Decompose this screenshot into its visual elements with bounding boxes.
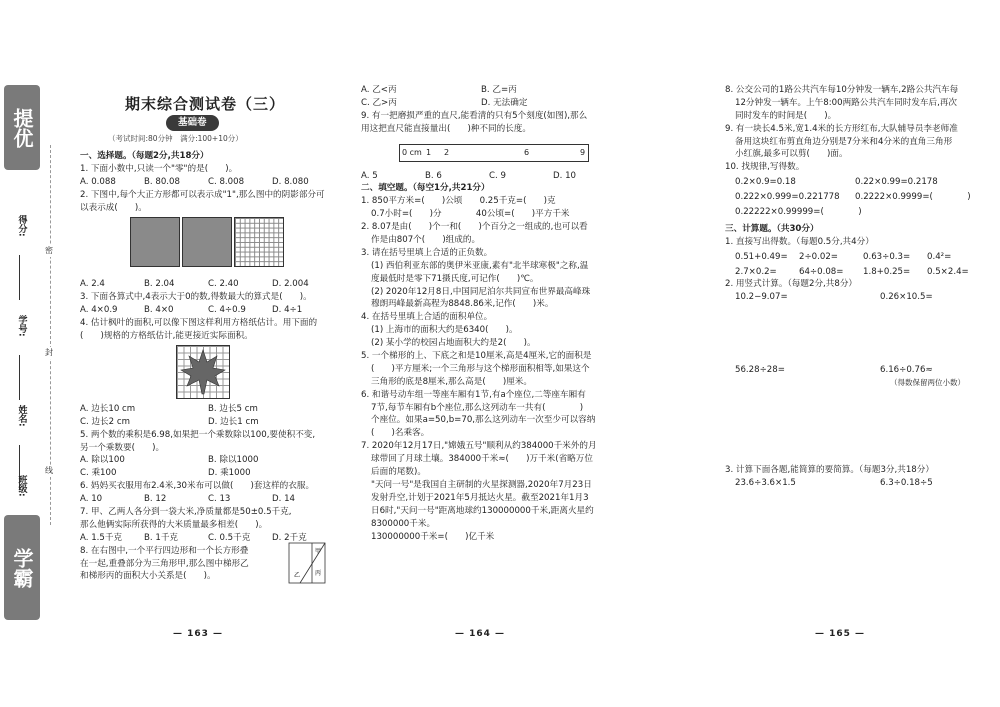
field-class-label: 班级:: [16, 475, 27, 497]
f10-text: 10. 找规律,写得数。: [725, 162, 805, 173]
field-class: [14, 475, 26, 502]
q2-text-2: 以表示成( )。: [80, 202, 147, 213]
q2-options: [80, 278, 330, 291]
f10-eq-4: 0.2222×0.9999=( ): [855, 192, 971, 203]
c2-eq-1: 10.2−9.07=: [735, 292, 788, 303]
f10-eq-2: 0.22×0.99=0.2178: [855, 177, 938, 188]
section-fill-heading: 二、填空题。（每空1分,共21分）: [361, 183, 490, 194]
q7-text-1: 7. 甲、乙两人各分到一袋大米,净质量都是50±0.5千克,: [80, 507, 292, 518]
q6-option-d[interactable]: D. 14: [272, 494, 296, 505]
f7-line-2: 球带回了月球土壤。384000千米≈( )万千米(省略万位: [371, 454, 593, 465]
q6-option-b[interactable]: B. 12: [144, 494, 167, 505]
q5-option-d[interactable]: D. 乘1000: [208, 468, 251, 479]
c1-eq-8: 0.5×2.4=: [927, 266, 969, 277]
q8-option-d[interactable]: D. 无法确定: [481, 97, 528, 108]
ruler-tick-2: 2: [444, 147, 450, 157]
q7-option-c[interactable]: C. 0.5千克: [208, 532, 251, 543]
q5-text-2: 另一个乘数要( )。: [80, 442, 165, 453]
f7-line-3: 后面的尾数)。: [371, 467, 426, 478]
c2-note: （得数保留两位小数）: [890, 378, 965, 388]
q1-options: [80, 176, 330, 189]
f3-sub1-line-1: (1) 西伯利亚东部的奥伊米亚康,素有"北半球寒极"之称,温: [371, 260, 589, 271]
q9-option-d[interactable]: D. 10: [553, 170, 577, 181]
f7-line-4: "天问一号"是我国自主研制的火星探测器,2020年7月23日: [371, 479, 592, 490]
q7-option-a[interactable]: A. 1.5千克: [80, 532, 123, 543]
logo-bottom-text: 学霸: [10, 547, 34, 588]
ruler-tick-0: 0 cm: [402, 147, 422, 157]
f1-line-1: 1. 850平方米=( )公顷 0.25千克=( )克: [361, 196, 556, 207]
q4-options-row1: [80, 403, 330, 416]
brand-logo-top: [4, 85, 40, 170]
c3-eq-2: 6.3÷0.18÷5: [880, 478, 933, 489]
q2-option-c[interactable]: C. 2.40: [208, 279, 239, 290]
c2-text: 2. 用竖式计算。（每题2分,共8分）: [725, 279, 858, 290]
f6-line-4: ( )名乘客。: [371, 428, 430, 439]
f6-line-3: 个座位。如果a=50,b=70,那么这列动车一次至少可以容纳: [371, 415, 596, 426]
q2-option-d[interactable]: D. 2.004: [272, 279, 309, 290]
q4-grid-paper: [176, 345, 230, 399]
field-student-id-label: 学号:: [16, 315, 27, 337]
c1-eq-6: 64÷0.08=: [799, 266, 844, 277]
c3-text: 3. 计算下面各题,能简算的要简算。（每题3分,共18分）: [725, 465, 934, 476]
c3-row-1: [725, 477, 997, 490]
q8-label-yi: 乙: [294, 571, 301, 579]
field-name: [14, 405, 26, 432]
f8-line-1: 8. 公交公司的1路公共汽车每10分钟发一辆车,2路公共汽车每: [725, 85, 959, 95]
p165-content: [725, 84, 997, 490]
f9-line-1: 9. 有一块长4.5米,宽1.4米的长方形红布,大队辅导员李老师准: [725, 123, 958, 134]
q5-options-row1: [80, 454, 330, 467]
ruler-body: [399, 144, 589, 162]
f5-line-2: ( )平方厘米;一个三角形与这个梯形面积相等,如果这个: [371, 363, 590, 374]
page-number-164: — 164 —: [455, 629, 506, 639]
q9-text-2: 用这把直尺能直接量出( )种不同的长度。: [361, 123, 531, 134]
section-choice-heading: 一、选择题。（每题2分,共18分）: [80, 151, 209, 161]
q1-option-c[interactable]: C. 8.008: [208, 176, 245, 187]
q3-options: [80, 304, 330, 317]
q5-option-a[interactable]: A. 除以100: [80, 455, 125, 466]
q8-option-c[interactable]: C. 乙>丙: [361, 97, 397, 108]
q5-option-c[interactable]: C. 乘100: [80, 468, 117, 479]
q8-figure: [288, 541, 328, 585]
q4-option-b[interactable]: B. 边长5 cm: [208, 403, 258, 414]
f4-sub1: (1) 上海市的面积大约是6340( )。: [371, 325, 518, 336]
c2-row-1: [725, 291, 997, 304]
c1-eq-2: 2÷0.02=: [799, 251, 839, 262]
f5-line-3: 三角形的底是8厘米,那么高是( )厘米。: [371, 376, 532, 387]
f10-eq-1: 0.2×0.9=0.18: [735, 177, 796, 188]
ruler-tick-6: 6: [524, 147, 530, 157]
q3-option-d[interactable]: D. 4÷1: [272, 305, 303, 316]
q5-text-1: 5. 两个数的乘积是6.98,如果把一个乘数除以100,要使积不变,: [80, 429, 316, 440]
q7-text-2: 那么他俩实际所获得的大米质量最多相差( )。: [80, 519, 268, 530]
q9-option-a[interactable]: A. 5: [361, 170, 378, 181]
c1-row-2: [725, 266, 997, 279]
ruler-tick-1: 1: [426, 147, 432, 157]
q8-options-row2: [361, 97, 661, 110]
field-score-label: 得分:: [16, 215, 27, 237]
f4-sub2: (2) 某小学的校园占地面积大约是2( )。: [371, 338, 536, 349]
q2-option-b[interactable]: B. 2.04: [144, 279, 175, 290]
c2-row-2: [725, 364, 997, 377]
field-name-label: 姓名:: [16, 405, 27, 427]
q4-option-d[interactable]: D. 边长1 cm: [208, 416, 259, 427]
q6-option-c[interactable]: C. 13: [208, 494, 231, 505]
q4-text-2: ( )规格的方格纸估计,能更接近实际面积。: [80, 331, 253, 342]
f6-line-2: 7节,每节车厢有b个座位,那么这列动车一共有( ): [371, 402, 584, 413]
c2-eq-4: 6.16÷0.76≈: [880, 365, 933, 376]
f7-line-5: 发射升空,计划于2021年5月抵达火星。截至2021年1月3: [371, 492, 589, 503]
f6-line-1: 6. 和谐号动车组一等座车厢有1节,有a个座位,二等座车厢有: [361, 389, 586, 400]
f3-sub2-line-1: (2) 2020年12月8日,中国同尼泊尔共同宣布世界最高峰珠: [371, 286, 591, 297]
exam-title: 期末综合测试卷（三）: [125, 95, 286, 113]
f10-row-1: [725, 176, 997, 189]
q1-option-a[interactable]: A. 0.088: [80, 176, 116, 187]
q8-options-row1: [361, 84, 661, 97]
q5-options-row2: [80, 467, 330, 480]
q3-option-b[interactable]: B. 4×0: [144, 305, 174, 316]
f2-line-1: 2. 8.07是由( )个一和( )个百分之一组成的,也可以看: [361, 222, 588, 233]
c2-work-space-2: [725, 388, 997, 464]
f7-line-1: 7. 2020年12月17日,"嫦娥五号"顺利从约384000千米外的月: [361, 441, 597, 452]
q7-option-b[interactable]: B. 1千克: [144, 532, 179, 543]
exam-level-badge: 基础卷: [166, 115, 219, 131]
f2-line-2: 作是由807个( )组成的。: [371, 235, 481, 246]
q5-option-b[interactable]: B. 除以1000: [208, 455, 259, 466]
f3-text: 3. 请在括号里填上合适的正负数。: [361, 247, 493, 258]
field-score: [14, 215, 26, 242]
page-number-163: — 163 —: [173, 629, 224, 639]
page-164: [335, 0, 665, 707]
q6-text: 6. 妈妈买衣服用布2.4米,30米布可以做( )套这样的衣服。: [80, 481, 315, 492]
q4-option-c[interactable]: C. 边长2 cm: [80, 416, 130, 427]
q9-option-b[interactable]: B. 6: [425, 170, 442, 181]
seal-mark-3: 线: [45, 466, 53, 475]
q9-ruler: [361, 138, 661, 168]
c1-eq-1: 0.51+0.49=: [735, 251, 788, 262]
p163-content: [80, 150, 330, 583]
f8-line-3: 同时发车的时间是( )。: [735, 110, 837, 121]
page-163: [0, 0, 335, 707]
page-number-165: — 165 —: [815, 629, 866, 639]
q9-options: [361, 170, 661, 183]
f10-row-2: [725, 191, 997, 204]
q2-square-full-1: [130, 217, 180, 267]
q8-label-jia: 甲: [315, 547, 322, 555]
q2-option-a[interactable]: A. 2.4: [80, 279, 105, 290]
q3-option-c[interactable]: C. 4÷0.9: [208, 305, 246, 316]
q2-grid-square: [234, 217, 284, 267]
binding-margin: [0, 85, 58, 620]
p164-content: [361, 84, 661, 543]
f3-sub1-line-2: 度最低时是零下71摄氏度,可记作( )℃。: [371, 273, 539, 284]
q4-options-row2: [80, 416, 330, 429]
c1-row-1: [725, 251, 997, 264]
field-student-id: [14, 315, 26, 342]
c1-eq-7: 1.8+0.25=: [863, 266, 911, 277]
f8-line-2: 12分钟发一辆车。上午8:00两路公共汽车同时发车后,再次: [735, 97, 958, 108]
q2-square-full-2: [182, 217, 232, 267]
c3-eq-1: 23.6÷3.6×1.5: [735, 478, 796, 489]
q8-text-3: 和梯形丙的面积大小关系是( )。: [80, 571, 216, 582]
c2-eq-2: 0.26×10.5=: [880, 292, 933, 303]
maple-leaf-icon: [177, 346, 229, 398]
f7-line-8: 130000000千米=( )亿千米: [371, 531, 495, 542]
seal-mark-1: 密: [45, 246, 53, 255]
q8-option-b[interactable]: B. 乙=丙: [481, 85, 517, 95]
c1-text: 1. 直接写出得数。（每题0.5分,共4分）: [725, 236, 874, 247]
q2-figure: [80, 217, 330, 275]
c1-eq-5: 2.7×0.2=: [735, 266, 777, 277]
q3-option-a[interactable]: A. 4×0.9: [80, 305, 118, 316]
q3-text: 3. 下面各算式中,4表示大于0的数,得数最大的算式是( )。: [80, 292, 312, 303]
q6-options: [80, 493, 330, 506]
q4-figure: [80, 345, 330, 401]
q6-option-a[interactable]: A. 10: [80, 494, 103, 505]
logo-top-text: 提优: [10, 107, 34, 148]
f7-line-7: 8300000千米。: [371, 518, 436, 529]
f5-line-1: 5. 一个梯形的上、下底之和是10厘米,高是4厘米,它的面积是: [361, 351, 592, 362]
q1-option-d[interactable]: D. 8.080: [272, 176, 309, 187]
ruler-tick-9: 9: [580, 147, 586, 157]
c1-eq-4: 0.4²=: [927, 251, 952, 262]
c2-work-space-1: [725, 304, 997, 364]
section-calc-heading: 三、计算题。（共30分）: [725, 223, 819, 234]
q7-option-d[interactable]: D. 2千克: [272, 532, 307, 543]
q8-option-a[interactable]: A. 乙<丙: [361, 85, 397, 95]
q9-option-c[interactable]: C. 9: [489, 170, 506, 181]
page-165: [665, 0, 1000, 707]
c1-eq-3: 0.63÷0.3=: [863, 251, 911, 262]
f3-sub2-line-2: 穆朗玛峰最新高程为8848.86米,记作( )米。: [371, 299, 554, 310]
q8-text-2: 在一起,重叠部分为三角形甲,那么图中梯形乙: [80, 558, 249, 569]
q4-text-1: 4. 估计枫叶的面积,可以像下图这样利用方格纸估计。用下面的: [80, 318, 318, 329]
q1-text: 1. 下面小数中,只读一个"零"的是( )。: [80, 163, 238, 174]
q1-option-b[interactable]: B. 80.08: [144, 176, 180, 187]
q4-option-a[interactable]: A. 边长10 cm: [80, 403, 136, 414]
seal-mark-2: 封: [45, 348, 53, 357]
c2-eq-3: 56.28÷28=: [735, 365, 785, 376]
f10-eq-3: 0.222×0.999=0.221778: [735, 192, 840, 203]
f4-text: 4. 在括号里填上合适的面积单位。: [361, 312, 493, 323]
f10-eq-5: 0.22222×0.99999=( ): [735, 207, 862, 218]
f1-line-2: 0.7小时=( )分 40公顷=( )平方千米: [371, 209, 570, 220]
q8-label-bing: 丙: [315, 569, 322, 577]
f9-line-3: 小红旗,最多可以剪( )面。: [735, 149, 848, 160]
q8-text-1: 8. 在右图中,一个平行四边形和一个长方形叠: [80, 545, 249, 556]
q9-text-1: 9. 有一把磨损严重的直尺,能看清的只有5个刻度(如图),那么: [361, 110, 588, 121]
brand-logo-bottom: [4, 515, 40, 620]
f9-line-2: 备用这块红布剪直角边分别是7分米和4分米的直角三角形: [735, 136, 953, 147]
q2-text-1: 2. 下图中,每个大正方形都可以表示成"1",那么图中的阴影部分可: [80, 189, 325, 200]
f7-line-6: 日6时,"天问一号"距离地球约130000000千米,距离火星约: [371, 505, 594, 516]
exam-info: （考试时间:80分钟 满分:100+10分）: [108, 134, 243, 143]
